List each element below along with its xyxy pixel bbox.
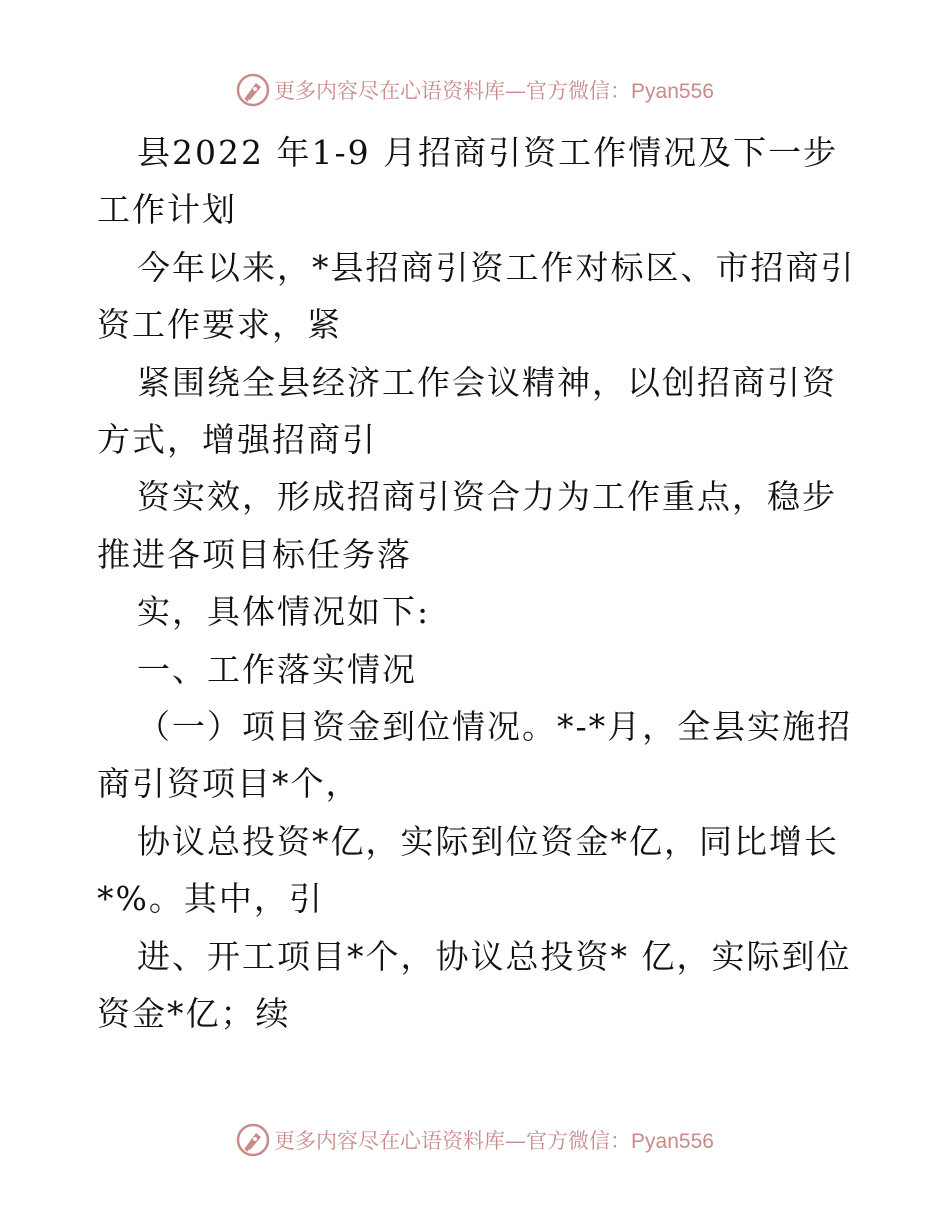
body-paragraph: 资实效，形成招商引资合力为工作重点，稳步推进各项目标任务落 [97, 477, 837, 574]
header-watermark [0, 70, 950, 110]
document-title: 县2022 年1-9 月招商引资工作情况及下一步工作计划 [97, 133, 839, 230]
body-paragraph: 紧围绕全县经济工作会议精神，以创招商引资方式，增强招商引 [97, 362, 837, 460]
pen-nib-icon [236, 1123, 270, 1157]
body-paragraph: 今年以来，*县招商引资工作对标区、市招商引资工作要求，紧 [97, 247, 856, 345]
body-paragraph: 实，具体情况如下: [137, 592, 431, 632]
section-heading: 一、工作落实情况 [137, 649, 417, 689]
watermark-text: 更多内容尽在心语资料库—官方微信：Pyan556 [274, 1129, 714, 1153]
watermark-text: 更多内容尽在心语资料库—官方微信：Pyan556 [274, 79, 714, 103]
body-paragraph: 协议总投资*亿，实际到位资金*亿，同比增长*%。其中，引 [97, 821, 839, 919]
footer-watermark [0, 1120, 950, 1160]
body-paragraph: （一）项目资金到位情况。*-*月，全县实施招商引资项目*个， [97, 707, 853, 804]
body-paragraph: 进、开工项目*个，协议总投资* 亿，实际到位资金*亿；续 [97, 936, 852, 1034]
pen-nib-icon [236, 73, 270, 107]
document-body [97, 124, 857, 1043]
